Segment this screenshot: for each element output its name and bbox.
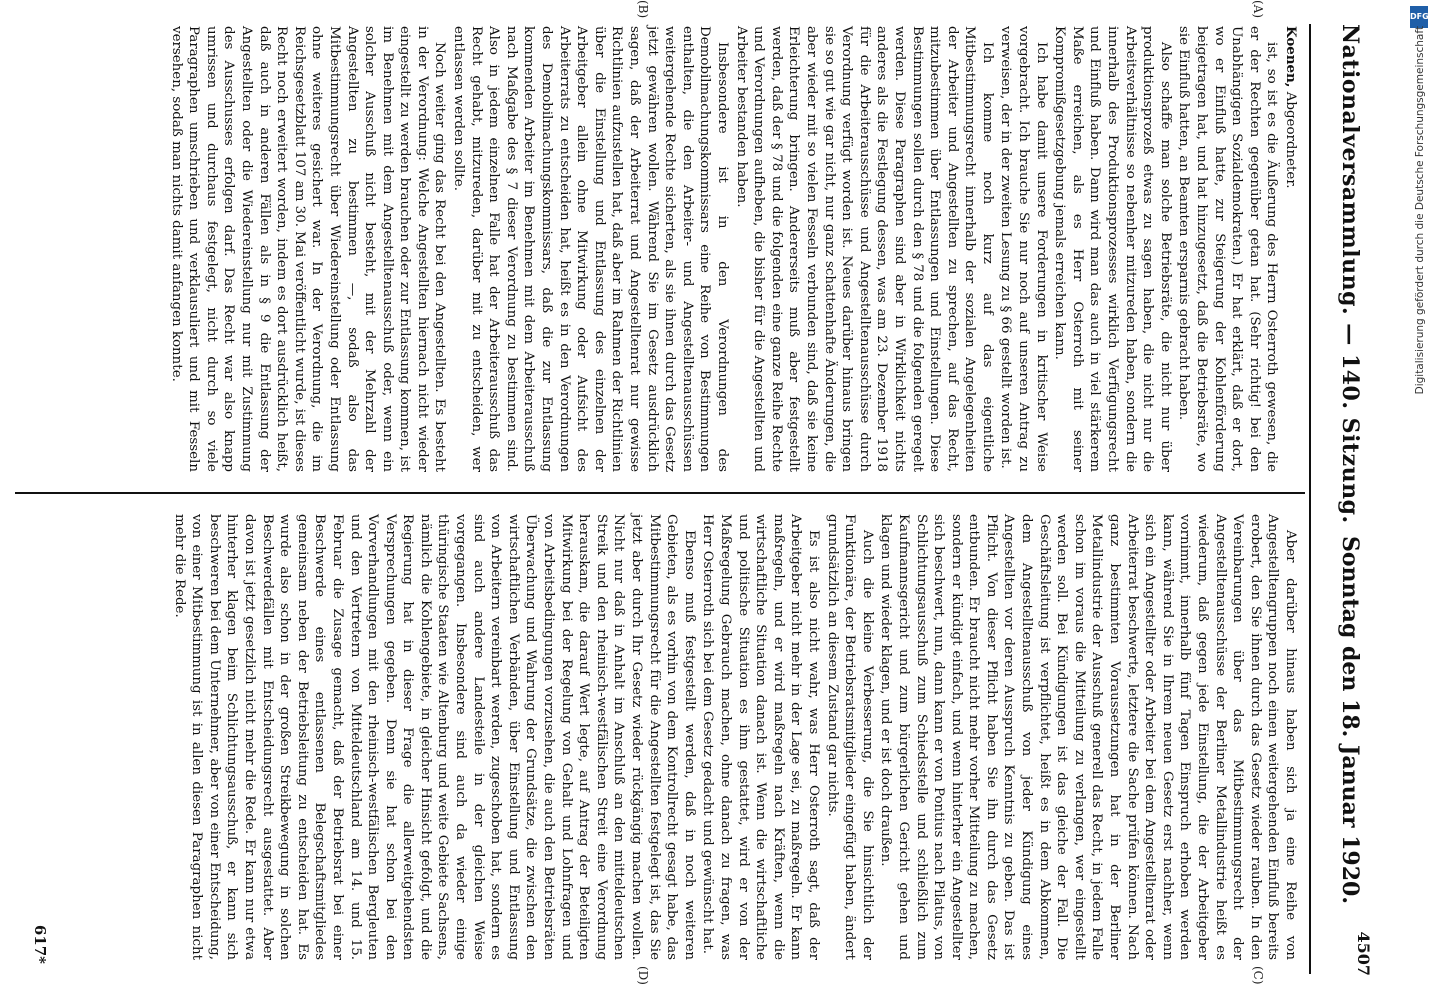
page-header: [1309, 24, 1371, 974]
column-divider: [15, 492, 1305, 494]
margin-marker-c: (C): [1251, 966, 1265, 985]
paragraph: Insbesondere ist in den Verordnungen des Demobilmachungskommissars eine Reihe von Bestimmungen enthalten, die den Arbeiter- und Angestelltenausschüssen weitergehende Rechte sicherten, als sie ihnen durch das Gesetz jetzt gewähren wollen. Während Sie im Gesetz ausdrücklich sagen, daß der Arbeiterrat und Angestelltenrat nur gewisse Richtlinien aufzustellen hat, daß aber im Rahmen der Richtlinien über die Einstellung und Entlassung des einzelnen der Arbeitgeber allein ohne Mitwirkung oder Aufsicht des Arbeiterrats zu entscheiden hat, heißt es in den Verordnungen des Demobilmachungskommissars, daß die zur Entlassung kommenden Arbeiter im Benehmen mit dem Arbeiterausschuß nach Maßgabe des § 7 dieser Verordnung zu bestimmen sind. Also in jedem einzelnen Falle hat der Arbeiterausschuß das Recht gehabt, mitzureden, darüber mit zu entscheiden, wer entlassen werden sollte.: [451, 26, 730, 472]
header-session-title: Nationalversammlung. — 140. Sitzung.: [1337, 24, 1363, 524]
dfg-logo: DFG: [1410, 6, 1428, 28]
speaker-role: Abgeordneter.: [1283, 91, 1298, 189]
paragraph: Ebenso muß festgestellt werden, daß in noch weiteren Gebieten, als es vorhin von dem Kontrollrecht gesagt habe, das Mitbestimmungsrecht für die Angestellten festgelegt ist, das Sie jetzt aber durch Ihr Gesetz wieder rückgängig machen wollen. Nicht nur daß in Anhalt im Anschluß an den mitteldeutschen Streik und den rheinisch-westfälischen Streit eine Verordnung herauskam, die darauf Wert legte, auf Antrag der Beteiligten Mitwirkung bei der Regelung von Gehalt und Lohnfragen und von Arbeitsbedingungen vorzusehen, die auch den Betriebsräten Überwachung und Wahrung der Grundsätze, die zwischen den wirtschaftlichen Verbänden, über Einstellung und Entlassung von Arbeitern vereinbart werden, zugeschoben hat, sondern es sind auch andere Landesteile in der gleichen Weise vorgegangen. Insbesondere sind auch da wieder einige thüringische Staaten wie Altenburg und weite Gebiete Sachsens, nämlich die Kohlengebiete, in gleicher Hinsicht gefolgt, und die Regierung hat in dieser Frage die allerweitgehendsten Versprechungen gegeben. Denn sie hat schon bei den Vorverhandlungen mit den rheinisch-westfälischen Bergleuten und den Vertretern von Mitteldeutschland am 14. und 15. Februar die Zusage gemacht, daß der Betriebsrat bei einer Beschwerde eines entlassenen Belegschaftsmitgliedes gemeinsam neben der Betriebsleitung zu entscheiden hat. Es wurde also schon in der großen Streikbewegung in solchen Beschwerdefällen mit Entscheidungsrecht ausgestattet. Aber davon ist jetzt gesetzlich nicht mehr die Rede. Er kann nur etwa hinterher klagen beim Schlichtungsausschuß, er kann sich beschweren bei dem Unternehmer, aber von einer Entscheidung, von einer Mitbestimmung ist in allen diesen Paragraphen nicht mehr die Rede.: [171, 514, 697, 960]
paragraph: Ich komme noch kurz auf das eigentliche Mitbestimmungsrecht innerhalb der sozialen Angelegenheiten der Arbeiter und Angestellten zu sprechen, auf das Recht, mitzubestimmen über Entlassungen und Einstellungen. Diese Bestimmungen sollen durch den § 78 und die folgenden geregelt werden. Diese Paragraphen sind aber in Wirklichkeit nichts anderes als die Festlegung dessen, was am 23. Dezember 1918 für die Arbeiterausschüsse und Angestelltenausschüsse durch Verordnung verfügt worden ist. Neues darüber hinaus bringen sie so gut wie gar nicht, nur ganz schattenhafte Änderungen, die aber wieder mit so vielen Fesseln verbunden sind, daß sie keine Erleichterung bringen. Andererseits muß aber festgestellt werden, daß der § 78 und die folgenden eine ganze Reihe Rechte und Verordnungen aufheben, die bisher für die Angestellten und Arbeiter bestanden haben.: [733, 26, 995, 472]
page-number: 4507: [1354, 931, 1373, 976]
speaker-line: [1281, 26, 1299, 472]
right-column: [169, 514, 1299, 960]
margin-marker-b: (B): [636, 0, 650, 19]
signature-mark: 617*: [31, 924, 49, 964]
paragraph: Auch die kleine Verbesserung, die Sie hinsichtlich der Funktionäre, der Betriebsratsmitglieder eingefügt haben, ändert grundsätzlich an diesem Zustand gar nichts.: [824, 514, 875, 960]
paragraph: Aber darüber hinaus haben sich ja eine Reihe von Angestelltengruppen noch einen weitergehenden Einfluß bereits erobert, den Sie ihnen durch das Gesetz wieder rauben. In den Vereinbarungen über das Mitbestimmungsrecht der Angestelltenausschüsse der Berliner Metallindustrie heißt es wiederum, daß gegen jede Einstellung, die der Arbeitgeber vornimmt, innerhalb fünf Tagen Einspruch erhoben werden kann, während Sie in Ihrem neuen Gesetz erst nachher, wenn sich ein Angestellter oder Arbeiter bei dem Angestelltenrat oder Arbeiterrat beschwerte, letztere die Sache prüfen können. Nach ganz bestimmten Voraussetzungen hat in der Berliner Metallindustrie der Ausschuß generell das Recht, in jedem Falle schon im voraus die Mitteilung zu verlangen, wer eingestellt werden soll. Bei Kündigungen ist das gleiche der Fall. Die Geschäftsleitung ist verpflichtet, heißt es in dem Abkommen, dem Angestelltenausschuß von jeder Kündigung eines Angestellten vor deren Ausspruch Kenntnis zu geben. Das ist Pflicht. Von dieser Pflicht haben Sie ihn durch das Gesetz entbunden. Er braucht nicht mehr vorher Mitteilung zu machen, sondern er kündigt einfach, und wenn hinterher ein Angestellter sich beschwert, nun, dann kann er von Pontius nach Pilatus, von Schlichtungsausschuß zum Schiedsstelle und schließlich zum Kaufmannsgericht und zum bürgerlichen Gericht gehen und klagen und wieder klagen, und er ist doch draußen.: [878, 514, 1298, 960]
speaker-name: Koenen,: [1283, 26, 1299, 88]
paragraph: Noch weiter ging das Recht bei den Angestellten. Es besteht in der Verordnung: Welche Angestellten hiernach nicht wieder eingestellt zu werden brauchen oder zur Entlassung kommen, ist im Benehmen mit dem Angestelltenausschuß oder, wenn ein solcher Ausschuß nicht besteht, mit der Mehrzahl der Angestellten zu bestimmen —, sodaß also das Mitbestimmungsrecht über Wiedereinstellung oder Entlassung ohne weiteres gesichert war. In der Verordnung, die im Reichsgesetzblatt 107 am 30. Mai veröffentlicht wurde, ist dieses Recht noch erweitert worden, indem es dort ausdrücklich heißt, daß auch in anderen Fällen als in § 9 die Entlassung der Angestellten oder die Wiedereinstellung nur mit Zustimmung des Ausschusses erfolgen darf. Das Recht war also knapp umrissen und durchaus festgelegt, nicht durch so viele Paragraphen umschrieben und verklausuliert und mit Fesseln versehen, sodaß man nichts damit anfangen konnte.: [168, 26, 448, 472]
paragraph: ist, so ist es die Äußerung des Herrn Osterroth gewesen, die er der Rechten gegenüber getan hat. (Sehr richtig! bei den Unabhängigen Sozialdemokraten.) Er hat erklärt, daß er dort, wo er Einfluß hatte, zur Steigerung der Kohlenförderung beigetragen hat, und hat hinzugesetzt, daß die Betriebsräte, wo sie Einfluß hatten, an Beamten ersparnis gebracht haben.: [1176, 26, 1280, 472]
header-date: Sonntag den 18. Januar 1920.: [1337, 535, 1363, 904]
margin-marker-a: (A): [1251, 0, 1265, 19]
document-page: [5, 0, 1385, 994]
margin-marker-d: (D): [636, 966, 650, 985]
paragraph: Also schaffe man solche Betriebsräte, die nicht nur über produktionsprozeß etwas zu sagen haben, die nicht nur die Arbeitsverhältnisse so nebenher mitzureden haben, sondern die innerhalb des Produktionsprozesses wirklich Verfügungsrecht und Einfluß haben. Dann wird man das auch in viel stärkerem Maße erreichen, als es Herr Osterroth mit seiner Kompromißgesetzgebung jemals erreichen kann.: [1052, 26, 1173, 472]
paragraph: Es ist also nicht wahr, was Herr Osterroth sagt, daß der Arbeitgeber nicht mehr in der Lage sei, zu maßregeln. Er kann maßregeln, und er wird maßregeln nach Kräften, wenn die wirtschaftliche Situation danach ist. Wenn die wirtschaftliche und politische Situation es ihm gestattet, wird er von der Maßregelung Gebrauch machen, ohne danach zu fragen, was Herr Osterroth sich bei dem Gesetz gedacht und gewünscht hat.: [700, 514, 821, 960]
digitization-note: Digitalisierung gefördert durch die Deutsche Forschungsgemeinschaft: [1414, 26, 1426, 395]
left-column: [166, 26, 1299, 472]
paragraph: Ich habe damit unsere Forderungen in kritischer Weise vorgebracht. Ich brauche Sie nur noch auf unseren Antrag zu verweisen, der in der zweiten Lesung zu § 66 gestellt worden ist.: [998, 26, 1049, 472]
